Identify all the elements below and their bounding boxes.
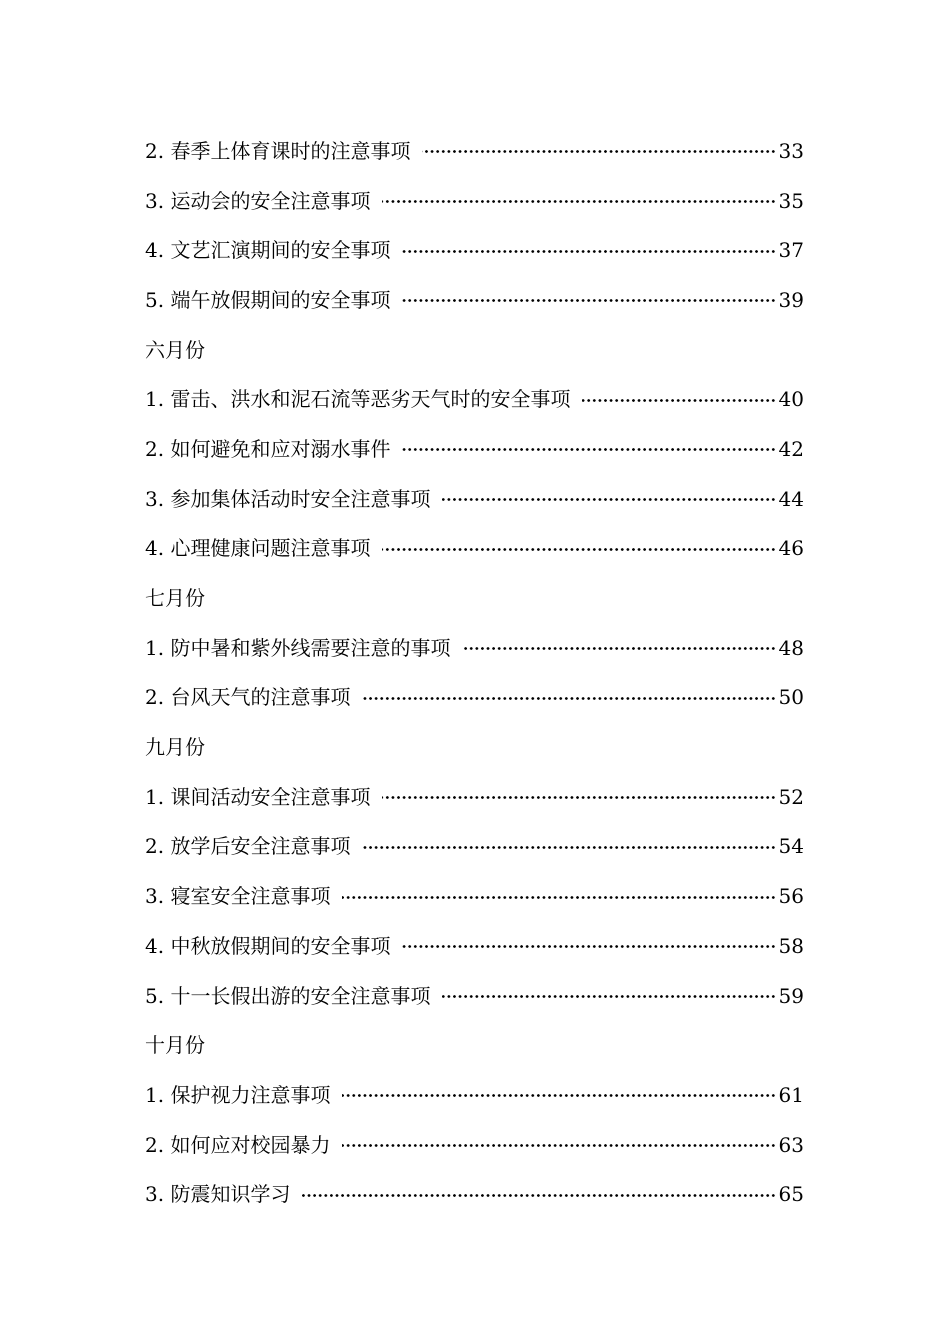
toc-entry-page-number: 35 — [778, 188, 804, 213]
toc-entry — [145, 871, 804, 921]
toc-entry — [145, 772, 804, 822]
toc-entry — [145, 424, 804, 474]
toc-entry-line — [145, 387, 804, 411]
dot-leader — [402, 250, 776, 253]
toc-month-heading — [145, 325, 804, 375]
toc-entry-title: 1. 课间活动安全注意事项 — [145, 784, 371, 809]
toc-entry-page-number: 61 — [778, 1082, 804, 1107]
month-heading-label: 十月份 — [145, 1033, 205, 1058]
toc-month-heading — [145, 722, 804, 772]
dot-leader — [302, 1194, 776, 1197]
toc-entry — [145, 275, 804, 325]
toc-entry-page-number: 39 — [778, 287, 804, 312]
toc-entry — [145, 921, 804, 971]
toc-entry-title: 1. 防中暑和紫外线需要注意的事项 — [145, 635, 451, 660]
toc-entry-line — [145, 685, 804, 709]
toc-entry — [145, 524, 804, 574]
dot-leader — [342, 1094, 776, 1097]
toc-entry — [145, 126, 804, 176]
toc-entry-page-number: 54 — [778, 834, 804, 859]
toc-entry — [145, 374, 804, 424]
dot-leader — [402, 299, 776, 302]
toc-entry-page-number: 50 — [778, 685, 804, 710]
toc-entry-page-number: 56 — [778, 884, 804, 909]
toc-entry-title: 2. 如何避免和应对溺水事件 — [145, 436, 391, 461]
toc-entry-page-number: 59 — [778, 983, 804, 1008]
toc-entry-title: 2. 台风天气的注意事项 — [145, 685, 351, 710]
toc-entry — [145, 1120, 804, 1170]
dot-leader — [382, 200, 776, 203]
toc-month-heading — [145, 1020, 804, 1070]
toc-entry-line — [145, 1182, 804, 1206]
toc-entry-page-number: 44 — [778, 486, 804, 511]
toc-entry-title: 1. 保护视力注意事项 — [145, 1082, 331, 1107]
toc-entry-page-number: 33 — [778, 138, 804, 163]
dot-leader — [342, 896, 776, 899]
dot-leader — [442, 498, 776, 501]
toc-entry-title: 3. 防震知识学习 — [145, 1182, 291, 1207]
dot-leader — [382, 548, 776, 551]
month-heading-label: 七月份 — [145, 586, 205, 611]
toc-entry-title: 3. 运动会的安全注意事项 — [145, 188, 371, 213]
toc-entry-page-number: 40 — [778, 387, 804, 412]
toc-entry — [145, 971, 804, 1021]
toc-entry-title: 4. 文艺汇演期间的安全事项 — [145, 238, 391, 263]
toc-entry-line — [145, 884, 804, 908]
toc-entry-line — [145, 785, 804, 809]
toc-entry-page-number: 63 — [778, 1132, 804, 1157]
toc-entry — [145, 176, 804, 226]
toc-month-heading — [145, 573, 804, 623]
dot-leader — [582, 399, 776, 402]
toc-entry-line — [145, 636, 804, 660]
toc-entry-title: 4. 中秋放假期间的安全事项 — [145, 933, 391, 958]
toc-entry-line — [145, 1083, 804, 1107]
toc-entry-page-number: 42 — [778, 436, 804, 461]
toc-entry-page-number: 52 — [778, 784, 804, 809]
dot-leader — [462, 647, 776, 650]
toc-entry-title: 5. 端午放假期间的安全事项 — [145, 287, 391, 312]
toc-entry-line — [145, 984, 804, 1008]
toc-entry-line — [145, 189, 804, 213]
toc-entry-line — [145, 288, 804, 312]
dot-leader — [422, 150, 776, 153]
toc-entry-title: 4. 心理健康问题注意事项 — [145, 536, 371, 561]
month-heading-label: 六月份 — [145, 337, 205, 362]
toc-entry-title: 2. 如何应对校园暴力 — [145, 1132, 331, 1157]
month-heading-label: 九月份 — [145, 735, 205, 760]
toc-entry-line — [145, 437, 804, 461]
toc-entry-page-number: 65 — [778, 1182, 804, 1207]
toc-entry-title: 2. 春季上体育课时的注意事项 — [145, 138, 411, 163]
toc-entry — [145, 225, 804, 275]
toc-entry-page-number: 46 — [778, 536, 804, 561]
dot-leader — [362, 846, 776, 849]
toc-entry-line — [145, 834, 804, 858]
dot-leader — [362, 697, 776, 700]
dot-leader — [442, 995, 776, 998]
toc-entry-page-number: 58 — [778, 933, 804, 958]
toc-entry — [145, 1070, 804, 1120]
toc-entry-line — [145, 934, 804, 958]
dot-leader — [342, 1144, 776, 1147]
toc-entry-title: 2. 放学后安全注意事项 — [145, 834, 351, 859]
toc-entry-line — [145, 139, 804, 163]
toc-entry-title: 3. 寝室安全注意事项 — [145, 884, 331, 909]
toc-entry — [145, 822, 804, 872]
toc-entry — [145, 673, 804, 723]
toc-entry-page-number: 48 — [778, 635, 804, 660]
toc-entry-title: 3. 参加集体活动时安全注意事项 — [145, 486, 431, 511]
toc-entry-page-number: 37 — [778, 238, 804, 263]
toc-entry-title: 1. 雷击、洪水和泥石流等恶劣天气时的安全事项 — [145, 387, 571, 412]
toc-entry-line — [145, 238, 804, 262]
toc-entry — [145, 1169, 804, 1219]
dot-leader — [402, 945, 776, 948]
dot-leader — [402, 448, 776, 451]
dot-leader — [382, 796, 776, 799]
toc-entry-title: 5. 十一长假出游的安全注意事项 — [145, 983, 431, 1008]
toc-entry-line — [145, 1133, 804, 1157]
table-of-contents — [145, 126, 804, 1219]
toc-entry — [145, 623, 804, 673]
toc-entry — [145, 474, 804, 524]
toc-entry-line — [145, 487, 804, 511]
toc-entry-line — [145, 536, 804, 560]
